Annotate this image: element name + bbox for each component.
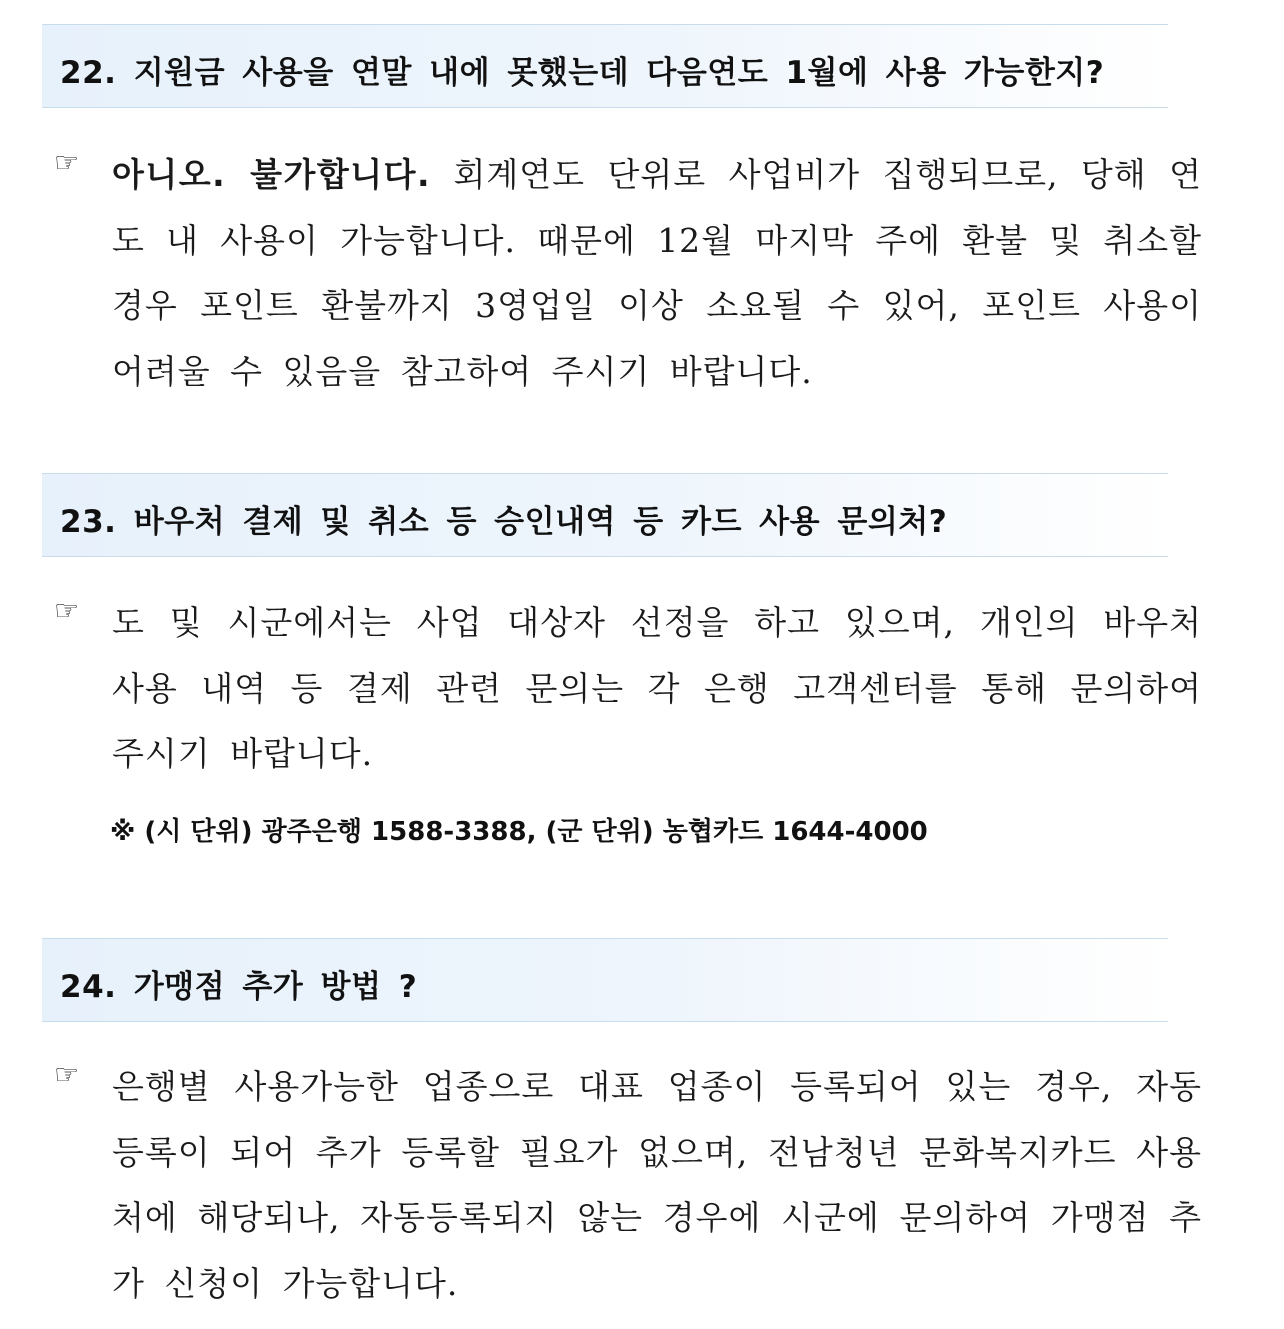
question-header (42, 938, 1168, 1022)
answer-lead: 아니오. 불가합니다. (112, 155, 432, 194)
answer-body-text: 회계연도 단위로 사업비가 집행되므로, 당해 연도 내 사용이 가능합니다. 때문에 12월 마지막 주에 환불 및 취소할 경우 포인트 환불까지 3영업일 이상 소요될 수 있어, 포인트 사용이 어려울 수 있음을 참고하여 주시기 바랍니다. (112, 155, 1202, 391)
answer-body-text: 도 및 시군에서는 사업 대상자 선정을 하고 있으며, 개인의 바우처 사용 내역 등 결제 관련 문의는 각 은행 고객센터를 통해 문의하여 주시기 바랍니다. (112, 603, 1202, 773)
pointing-hand-icon: ☞ (54, 1058, 80, 1091)
answer-text (112, 1054, 1202, 1316)
pointing-hand-icon: ☞ (54, 146, 80, 179)
answer-body-text: 은행별 사용가능한 업종으로 대표 업종이 등록되어 있는 경우, 자동 등록이 되어 추가 등록할 필요가 없으며, 전남청년 문화복지카드 사용처에 해당되나, 자동등록되지 않는 경우에 시군에 문의하여 가맹점 추가 신청이 가능합니다. (112, 1067, 1202, 1303)
pointing-hand-icon: ☞ (54, 594, 80, 627)
question-header (42, 24, 1168, 108)
question-title: 22. 지원금 사용을 연말 내에 못했는데 다음연도 1월에 사용 가능한지? (60, 55, 1105, 91)
question-header (42, 473, 1168, 557)
answer-text (112, 590, 1202, 787)
question-title: 23. 바우처 결제 및 취소 등 승인내역 등 카드 사용 문의처? (60, 504, 948, 540)
question-title: 24. 가맹점 추가 방법 ? (60, 969, 418, 1005)
contact-note: ※ (시 단위) 광주은행 1588-3388, (군 단위) 농협카드 1644-4000 (110, 817, 928, 847)
answer-text (112, 142, 1202, 404)
